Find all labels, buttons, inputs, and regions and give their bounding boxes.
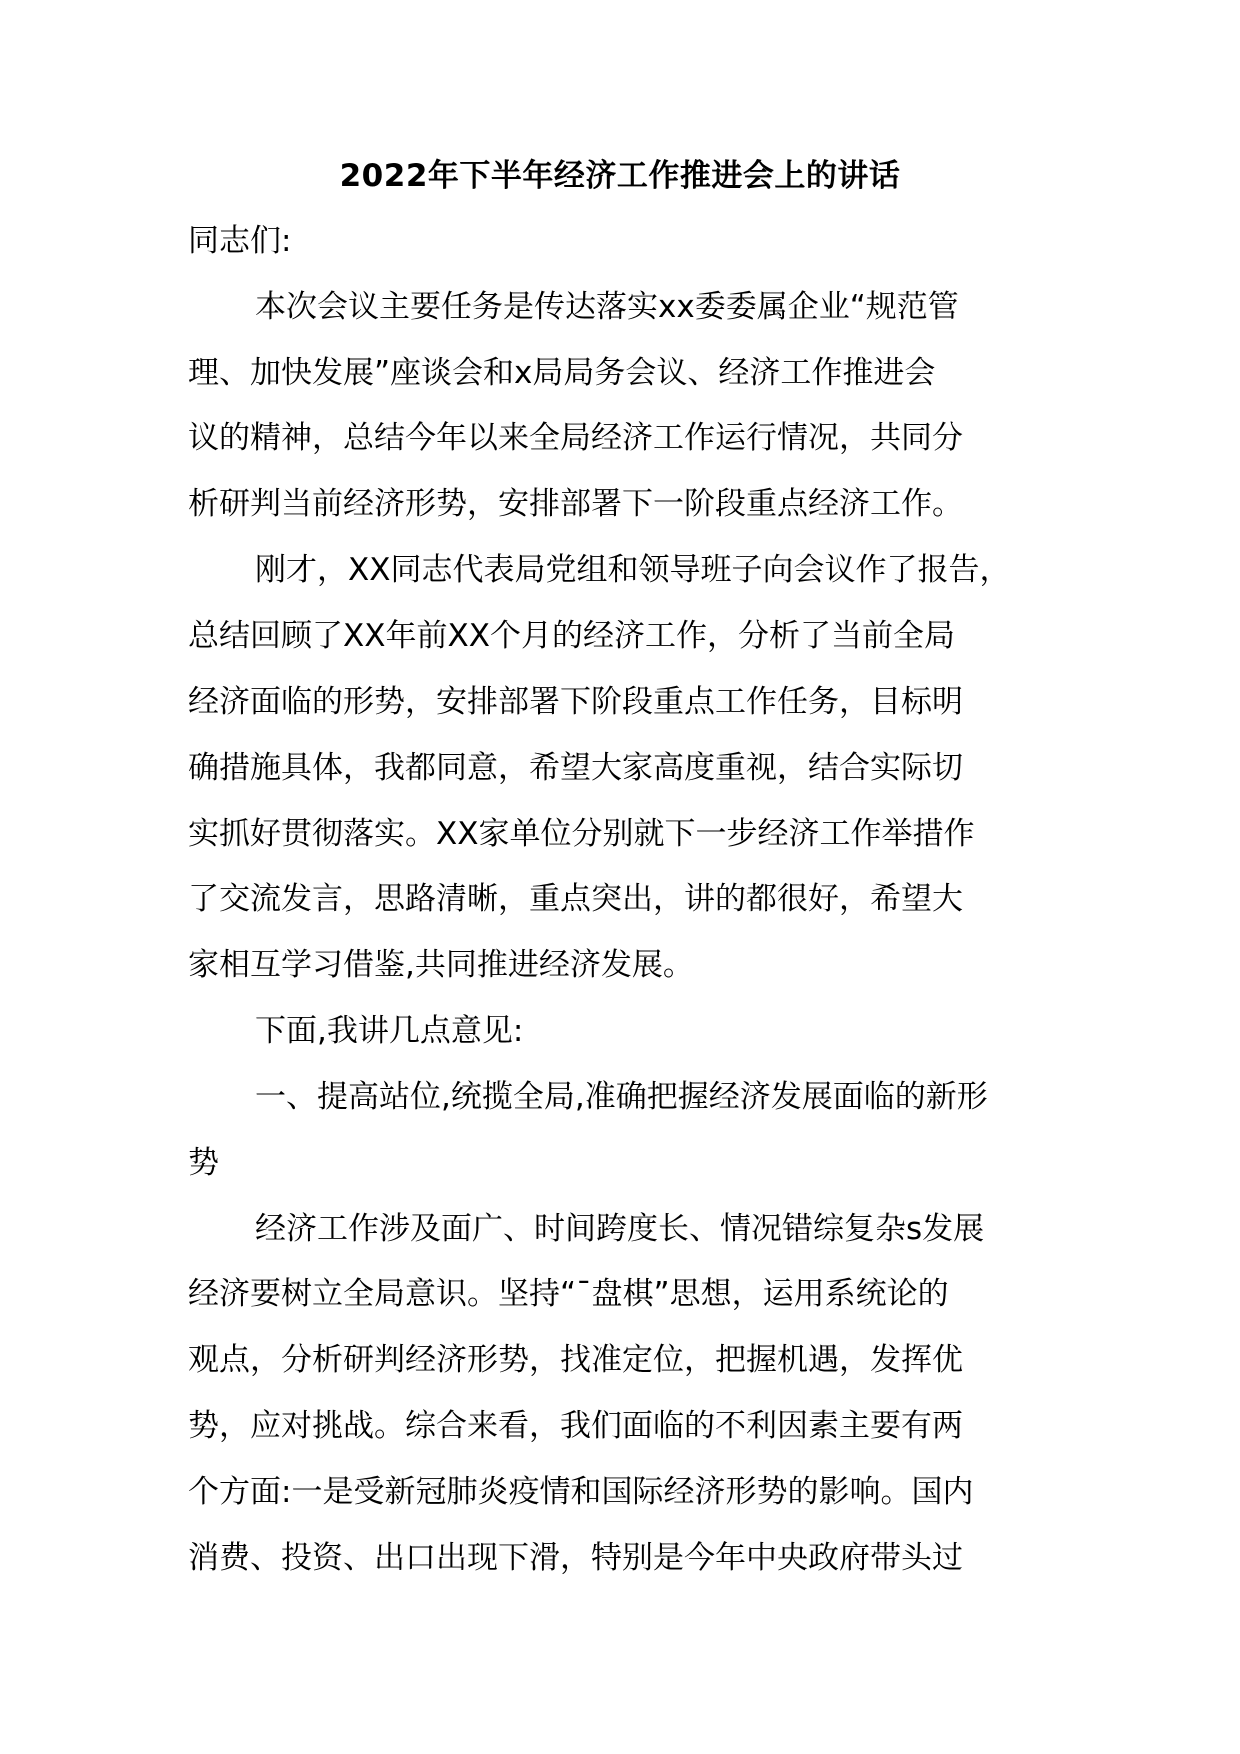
paragraph-line: 总结回顾了XX年前XX个月的经济工作，分析了当前全局 — [188, 618, 955, 654]
paragraph-line: 经济要树立全局意识。坚持“ˉ盘棋”思想，运用系统论的 — [188, 1276, 949, 1312]
paragraph-line: 刚才，XX同志代表局党组和领导班子向会议作了报告， — [255, 552, 1011, 588]
paragraph-line: 实抓好贯彻落实。XX家单位分别就下一步经济工作举措作 — [188, 816, 975, 852]
paragraph-line: 家相互学习借鉴,共同推进经济发展。 — [188, 947, 694, 983]
paragraph-line: 个方面:一是受新冠肺炎疫情和国际经济形势的影响。国内 — [188, 1474, 974, 1510]
paragraph-line: 析研判当前经济形势，安排部署下一阶段重点经济工作。 — [188, 486, 963, 522]
paragraph-line: 消费、投资、出口出现下滑，特别是今年中央政府带头过 — [188, 1540, 963, 1576]
paragraph-line: 议的精神，总结今年以来全局经济工作运行情况，共同分 — [188, 420, 963, 456]
section-heading-line: 一、提高站位,统揽全局,准确把握经济发展面临的新形 — [255, 1079, 988, 1115]
paragraph-line: 理、加快发展”座谈会和x局局务会议、经济工作推进会 — [188, 355, 936, 391]
paragraph-line: 经济工作涉及面广、时间跨度长、情况错综复杂s发展 — [255, 1211, 985, 1247]
paragraph-line: 了交流发言，思路清晰，重点突出，讲的都很好，希望大 — [188, 881, 963, 917]
section-heading-line: 势 — [188, 1145, 219, 1181]
paragraph-line: 确措施具体，我都同意，希望大家高度重视，结合实际切 — [188, 750, 963, 786]
paragraph-line: 势，应对挑战。综合来看，我们面临的不利因素主要有两 — [188, 1408, 963, 1444]
paragraph-line: 观点，分析研判经济形势，找准定位，把握机遇，发挥优 — [188, 1342, 963, 1378]
document-title: 2022年下半年经济工作推进会上的讲话 — [339, 158, 901, 194]
salutation: 同志们: — [188, 223, 292, 259]
paragraph-line: 本次会议主要任务是传达落实xx委委属企业“规范管 — [255, 289, 959, 325]
paragraph-line: 经济面临的形势，安排部署下阶段重点工作任务，目标明 — [188, 684, 963, 720]
paragraph-line: 下面,我讲几点意见: — [255, 1013, 524, 1049]
